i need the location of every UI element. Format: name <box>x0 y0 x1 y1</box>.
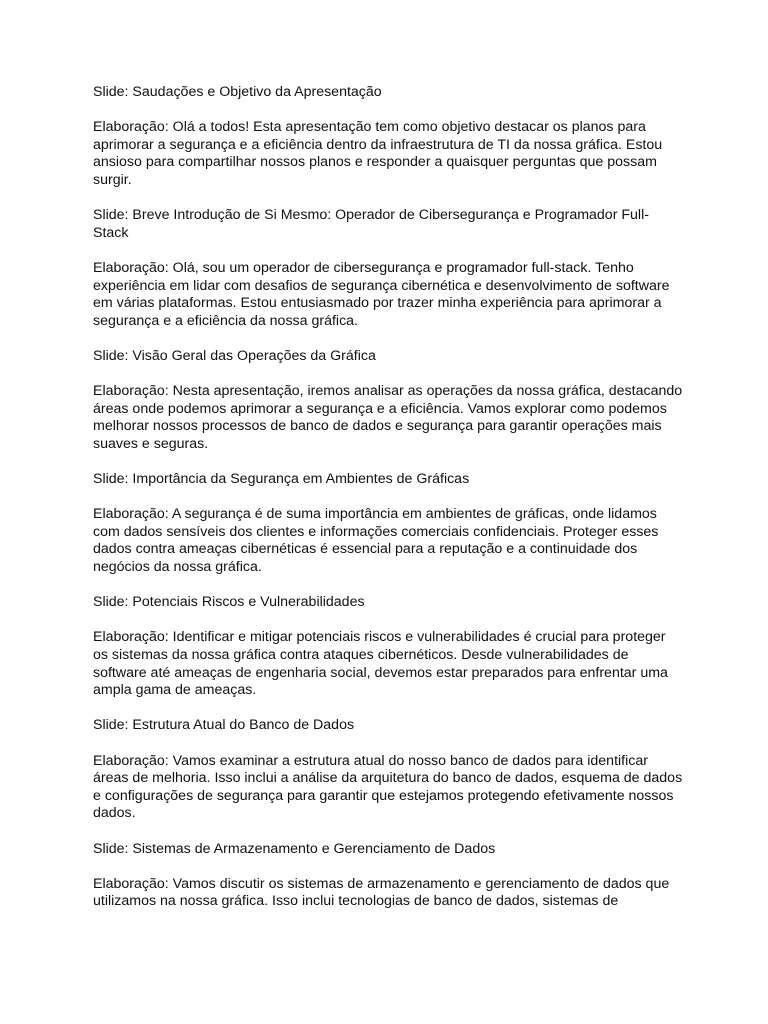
elaboration-paragraph-6: Elaboração: Vamos examinar a estrutura atual do nosso banco de dados para identificar áreas de melhoria. Isso inclui a análise da arquitetura do banco de dados, esquema de dados e configurações de segurança para garantir que estejamos protegendo efetivamente nossos dados. <box>93 752 683 822</box>
elaboration-paragraph-3: Elaboração: Nesta apresentação, iremos analisar as operações da nossa gráfica, destacando áreas onde podemos aprimorar a segurança e a eficiência. Vamos explorar como podemos melhorar nossos processos de banco de dados e segurança para garantir operações mais suaves e seguras. <box>93 383 683 452</box>
elaboration-paragraph-7: Elaboração: Vamos discutir os sistemas de armazenamento e gerenciamento de dados que utilizamos na nossa gráfica. Isso inclui tecnologias de banco de dados, sistemas de <box>93 875 670 910</box>
slide-heading-2: Slide: Breve Introdução de Si Mesmo: Operador de Cibersegurança e Programador Full-Stack <box>93 207 649 241</box>
elaboration-paragraph-5: Elaboração: Identificar e mitigar potenciais riscos e vulnerabilidades é crucial para proteger os sistemas da nossa gráfica contra ataques cibernéticos. Desde vulnerabilidades de software até ameaças de engenharia social, devemos estar preparados para enfrentar uma ampla gama de ameaças. <box>93 629 668 699</box>
elaboration-paragraph-4: Elaboração: A segurança é de suma importância em ambientes de gráficas, onde lidamos com dados sensíveis dos clientes e informações comerciais confidenciais. Proteger esses dados contra ameaças cibernéticas é essencial para a reputação e a continuidade dos negócios da nossa gráfica. <box>93 506 659 576</box>
elaboration-paragraph-2: Elaboração: Olá, sou um operador de cibersegurança e programador full-stack. Tenho experiência em lidar com desafios de segurança cibernética e desenvolvimento de software em várias plataformas. Estou entusiasmado por trazer minha experiência para aprimorar a segurança e a eficiência da nossa gráfica. <box>93 259 670 329</box>
slide-heading-6: Slide: Estrutura Atual do Banco de Dados <box>93 717 355 734</box>
slide-heading-5: Slide: Potenciais Riscos e Vulnerabilidades <box>93 594 365 611</box>
slide-heading-7: Slide: Sistemas de Armazenamento e Gerenciamento de Dados <box>93 840 496 857</box>
slide-heading-4: Slide: Importância da Segurança em Ambientes de Gráficas <box>93 471 470 488</box>
document-page <box>93 84 683 929</box>
slide-heading-1: Slide: Saudações e Objetivo da Apresentação <box>93 84 382 100</box>
elaboration-paragraph-1: Elaboração: Olá a todos! Esta apresentação tem como objetivo destacar os planos para aprimorar a segurança e a eficiência dentro da infraestrutura de TI da nossa gráfica. Estou ansioso para compartilhar nossos planos e responder a quaisquer perguntas que possam surgir. <box>93 119 663 188</box>
slide-heading-3: Slide: Visão Geral das Operações da Gráfica <box>93 347 376 364</box>
